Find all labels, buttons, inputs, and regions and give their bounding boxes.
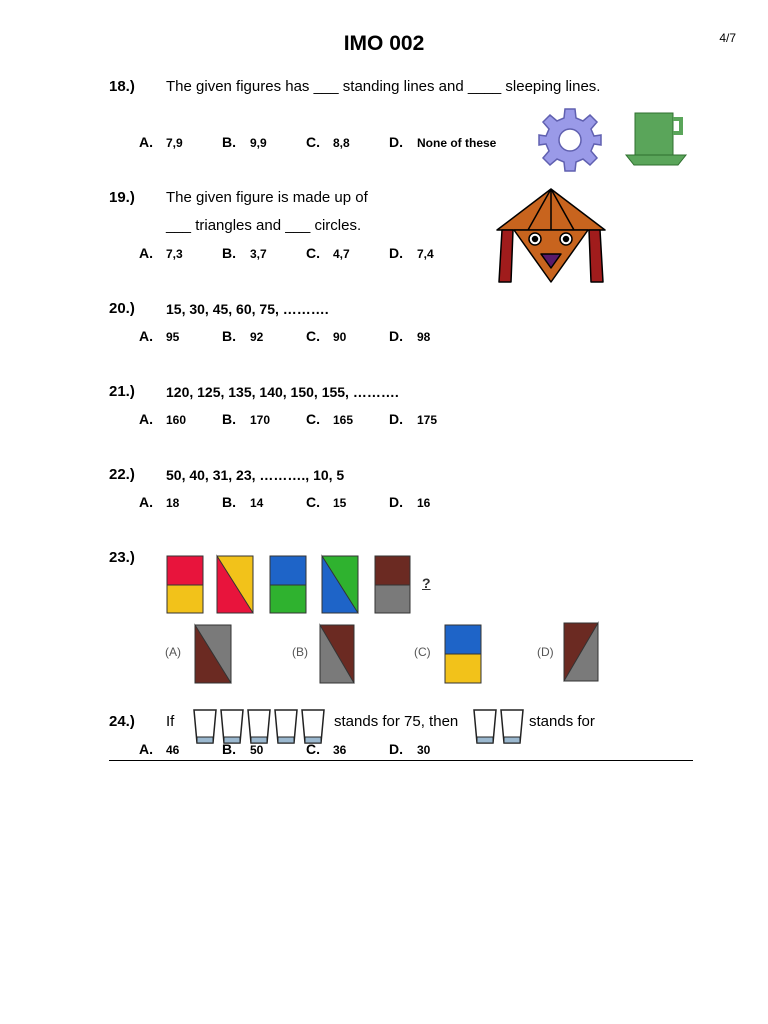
q21-option-b-letter: B. xyxy=(222,411,236,427)
q24-option-c-value: 36 xyxy=(333,743,347,757)
q20-option-c-letter: C. xyxy=(306,328,320,344)
q22-option-d-letter: D. xyxy=(389,494,403,510)
q21-option-a-letter: A. xyxy=(139,411,153,427)
q23-option-d-label: (D) xyxy=(537,645,554,659)
q18-option-c-value: 8,8 xyxy=(333,136,350,150)
q22-option-a-letter: A. xyxy=(139,494,153,510)
question-24-text-mid: stands for 75, then xyxy=(334,713,459,730)
question-24-number: 24.) xyxy=(109,713,135,730)
q20-option-d-value: 98 xyxy=(417,330,431,344)
question-22-text: 50, 40, 31, 23, ………., 10, 5 xyxy=(166,467,345,483)
q21-option-a-value: 160 xyxy=(166,413,187,427)
q20-option-b-value: 92 xyxy=(250,330,264,344)
question-19-text: The given figure is made up of xyxy=(166,189,368,206)
triangle-face-figure xyxy=(493,186,609,286)
question-19-text-line2: ___ triangles and ___ circles. xyxy=(166,217,362,234)
section-divider xyxy=(109,760,693,761)
q24-option-a-letter: A. xyxy=(139,741,153,757)
q18-option-d-letter: D. xyxy=(389,134,403,150)
q19-option-d-letter: D. xyxy=(389,245,403,261)
glass-icon xyxy=(194,710,216,743)
q18-option-c-letter: C. xyxy=(306,134,320,150)
q23-option-c-figure xyxy=(444,624,482,684)
q18-option-a-value: 7,9 xyxy=(166,136,183,150)
q23-option-c-label: (C) xyxy=(414,645,431,659)
q19-option-a-letter: A. xyxy=(139,245,153,261)
question-23-number: 23.) xyxy=(109,549,135,566)
question-24-text-end: stands for xyxy=(529,713,595,730)
q19-option-b-letter: B. xyxy=(222,245,236,261)
q19-option-a-value: 7,3 xyxy=(166,247,183,261)
q22-option-b-letter: B. xyxy=(222,494,236,510)
q24-option-d-value: 30 xyxy=(417,743,431,757)
q24-option-b-letter: B. xyxy=(222,741,236,757)
q21-option-b-value: 170 xyxy=(250,413,271,427)
gear-figure xyxy=(537,107,603,173)
q24-option-b-value: 50 xyxy=(250,743,264,757)
q20-option-c-value: 90 xyxy=(333,330,347,344)
question-24-text-if: If xyxy=(166,713,175,730)
question-18-text: The given figures has ___ standing lines and ____ sleeping lines. xyxy=(166,78,601,95)
q21-option-d-letter: D. xyxy=(389,411,403,427)
question-20-text: 15, 30, 45, 60, 75, ………. xyxy=(166,301,329,317)
two-glasses-figure xyxy=(472,708,528,746)
q23-option-d-figure xyxy=(563,622,599,682)
q18-option-d-value: None of these xyxy=(417,136,497,150)
q22-option-b-value: 14 xyxy=(250,496,264,510)
q24-option-c-letter: C. xyxy=(306,741,320,757)
glass-icon xyxy=(221,710,243,743)
pattern-sequence-figure xyxy=(166,555,411,615)
q22-option-c-value: 15 xyxy=(333,496,347,510)
q22-option-a-value: 18 xyxy=(166,496,180,510)
page-title: IMO 002 xyxy=(343,32,425,55)
q19-option-c-value: 4,7 xyxy=(333,247,350,261)
question-22-number: 22.) xyxy=(109,466,135,483)
question-19-number: 19.) xyxy=(109,189,135,206)
question-21-number: 21.) xyxy=(109,383,135,400)
glass-icon xyxy=(302,710,324,743)
q18-option-b-value: 9,9 xyxy=(250,136,267,150)
q23-option-a-label: (A) xyxy=(165,645,181,659)
glass-icon xyxy=(501,710,523,743)
q19-option-b-value: 3,7 xyxy=(250,247,267,261)
q23-option-b-label: (B) xyxy=(292,645,308,659)
q19-option-c-letter: C. xyxy=(306,245,320,261)
q18-option-b-letter: B. xyxy=(222,134,236,150)
q20-option-a-value: 95 xyxy=(166,330,180,344)
glass-icon xyxy=(248,710,270,743)
glass-icon xyxy=(474,710,496,743)
q24-option-a-value: 46 xyxy=(166,743,180,757)
q24-option-d-letter: D. xyxy=(389,741,403,757)
q21-option-c-letter: C. xyxy=(306,411,320,427)
q21-option-d-value: 175 xyxy=(417,413,438,427)
question-18-number: 18.) xyxy=(109,78,135,95)
question-21-text: 120, 125, 135, 140, 150, 155, ………. xyxy=(166,384,399,400)
glass-icon xyxy=(275,710,297,743)
q18-option-a-letter: A. xyxy=(139,134,153,150)
q22-option-d-value: 16 xyxy=(417,496,431,510)
question-20-number: 20.) xyxy=(109,300,135,317)
q23-option-b-figure xyxy=(319,624,355,684)
q20-option-a-letter: A. xyxy=(139,328,153,344)
q19-option-d-value: 7,4 xyxy=(417,247,434,261)
q20-option-b-letter: B. xyxy=(222,328,236,344)
q21-option-c-value: 165 xyxy=(333,413,354,427)
q22-option-c-letter: C. xyxy=(306,494,320,510)
cup-figure xyxy=(623,110,689,170)
missing-pattern-mark: ? xyxy=(422,575,431,591)
q20-option-d-letter: D. xyxy=(389,328,403,344)
q23-option-a-figure xyxy=(194,624,232,684)
page-number: 4/7 xyxy=(719,31,736,45)
